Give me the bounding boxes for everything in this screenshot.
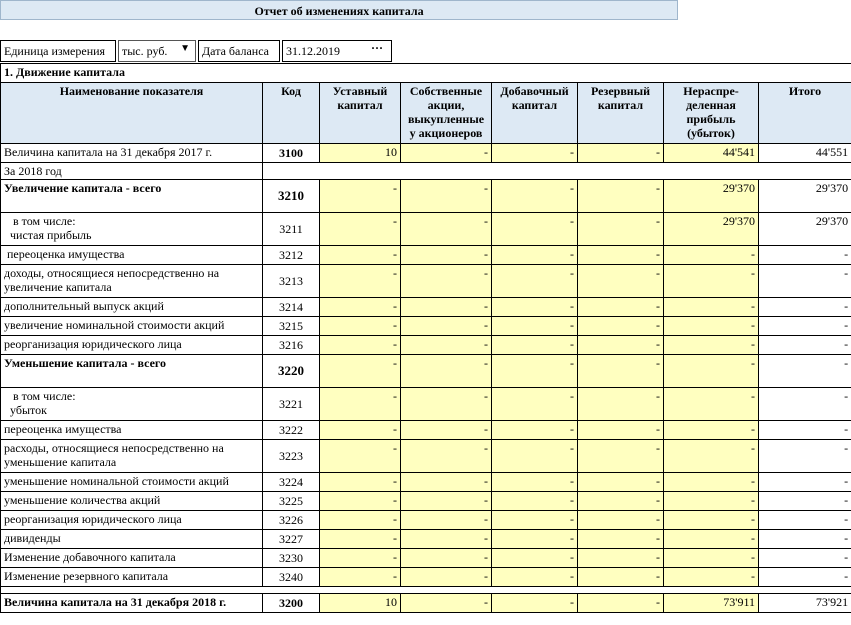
- value-input-cell[interactable]: -: [492, 530, 578, 549]
- row-name: в том числе: чистая прибыль: [1, 213, 263, 246]
- value-input-cell[interactable]: -: [664, 421, 759, 440]
- section-title: 1. Движение капитала: [1, 64, 851, 83]
- column-header: Добавочный капитал: [492, 83, 578, 144]
- value-input-cell[interactable]: -: [401, 298, 492, 317]
- row-name: Величина капитала на 31 декабря 2017 г.: [1, 144, 263, 163]
- value-input-cell[interactable]: -: [401, 317, 492, 336]
- total-cell: -: [759, 440, 851, 473]
- table-row: [1, 298, 851, 317]
- capital-table: [0, 63, 851, 613]
- total-cell: 44'551: [759, 144, 851, 163]
- value-input-cell[interactable]: -: [664, 549, 759, 568]
- table-row: [1, 213, 851, 246]
- unit-select-value: тыс. руб.: [122, 43, 168, 58]
- value-input-cell[interactable]: -: [492, 388, 578, 421]
- value-input-cell[interactable]: -: [492, 298, 578, 317]
- value-input-cell[interactable]: -: [492, 440, 578, 473]
- row-code: 3240: [263, 568, 320, 587]
- value-input-cell[interactable]: -: [492, 180, 578, 213]
- table-row: [1, 336, 851, 355]
- value-input-cell[interactable]: -: [664, 265, 759, 298]
- table-row: [1, 388, 851, 421]
- date-label: Дата баланса: [198, 40, 280, 62]
- section-title-row: [1, 64, 851, 83]
- value-input-cell[interactable]: -: [492, 492, 578, 511]
- value-input-cell[interactable]: -: [492, 594, 578, 613]
- parameters-row: [0, 40, 394, 62]
- value-input-cell[interactable]: -: [664, 530, 759, 549]
- value-input-cell[interactable]: -: [401, 265, 492, 298]
- value-input-cell[interactable]: -: [492, 144, 578, 163]
- value-input-cell[interactable]: -: [578, 355, 664, 388]
- table-row: [1, 568, 851, 587]
- row-name: Изменение резервного капитала: [1, 568, 263, 587]
- total-cell: -: [759, 530, 851, 549]
- value-input-cell[interactable]: -: [578, 594, 664, 613]
- value-input-cell[interactable]: -: [320, 298, 401, 317]
- value-input-cell[interactable]: -: [320, 473, 401, 492]
- value-input-cell[interactable]: -: [664, 355, 759, 388]
- value-input-cell[interactable]: -: [664, 473, 759, 492]
- table-row: [1, 421, 851, 440]
- row-name: дополнительный выпуск акций: [1, 298, 263, 317]
- value-input-cell[interactable]: -: [320, 317, 401, 336]
- row-code: 3227: [263, 530, 320, 549]
- value-input-cell[interactable]: -: [492, 549, 578, 568]
- value-input-cell[interactable]: -: [401, 549, 492, 568]
- value-input-cell[interactable]: 10: [320, 144, 401, 163]
- value-input-cell[interactable]: 29'370: [664, 180, 759, 213]
- table-row: [1, 594, 851, 613]
- value-input-cell[interactable]: -: [578, 568, 664, 587]
- table-row: [1, 317, 851, 336]
- value-input-cell[interactable]: -: [578, 388, 664, 421]
- value-input-cell[interactable]: -: [401, 180, 492, 213]
- report-title: Отчет об изменениях капитала: [0, 0, 678, 20]
- value-input-cell[interactable]: -: [492, 213, 578, 246]
- row-code: 3216: [263, 336, 320, 355]
- value-input-cell[interactable]: -: [664, 388, 759, 421]
- table-row: [1, 549, 851, 568]
- table-row: [1, 144, 851, 163]
- date-input[interactable]: [282, 40, 392, 62]
- table-row: [1, 163, 851, 180]
- header-row: [1, 83, 851, 144]
- value-input-cell[interactable]: -: [492, 511, 578, 530]
- table-row: [1, 265, 851, 298]
- value-input-cell[interactable]: -: [578, 144, 664, 163]
- chevron-down-icon: ▼: [180, 43, 190, 54]
- value-input-cell[interactable]: -: [578, 336, 664, 355]
- value-input-cell[interactable]: -: [492, 336, 578, 355]
- row-name: уменьшение количества акций: [1, 492, 263, 511]
- value-input-cell[interactable]: -: [401, 144, 492, 163]
- row-code: 3100: [263, 144, 320, 163]
- value-input-cell[interactable]: -: [578, 421, 664, 440]
- value-input-cell[interactable]: -: [320, 388, 401, 421]
- row-name: реорганизация юридического лица: [1, 336, 263, 355]
- period-empty: [263, 163, 851, 180]
- value-input-cell[interactable]: -: [320, 511, 401, 530]
- row-code: 3224: [263, 473, 320, 492]
- row-code: 3211: [263, 213, 320, 246]
- row-code: 3200: [263, 594, 320, 613]
- value-input-cell[interactable]: -: [320, 180, 401, 213]
- value-input-cell[interactable]: -: [320, 213, 401, 246]
- row-code: 3230: [263, 549, 320, 568]
- total-cell: -: [759, 473, 851, 492]
- value-input-cell[interactable]: -: [320, 355, 401, 388]
- value-input-cell[interactable]: -: [401, 213, 492, 246]
- row-name: расходы, относящиеся непосредственно на уменьшение капитала: [1, 440, 263, 473]
- value-input-cell[interactable]: -: [492, 246, 578, 265]
- total-cell: 29'370: [759, 180, 851, 213]
- row-code: 3226: [263, 511, 320, 530]
- row-code: 3225: [263, 492, 320, 511]
- total-cell: -: [759, 246, 851, 265]
- row-name: увеличение номинальной стоимости акций: [1, 317, 263, 336]
- column-header: Итого: [759, 83, 851, 144]
- column-header: Код: [263, 83, 320, 144]
- value-input-cell[interactable]: -: [578, 549, 664, 568]
- row-code: 3210: [263, 180, 320, 213]
- value-input-cell[interactable]: -: [664, 511, 759, 530]
- value-input-cell[interactable]: -: [320, 421, 401, 440]
- total-cell: -: [759, 298, 851, 317]
- value-input-cell[interactable]: -: [664, 246, 759, 265]
- table-row: [1, 530, 851, 549]
- value-input-cell[interactable]: -: [401, 511, 492, 530]
- value-input-cell[interactable]: 10: [320, 594, 401, 613]
- row-code: 3214: [263, 298, 320, 317]
- value-input-cell[interactable]: -: [401, 388, 492, 421]
- value-input-cell[interactable]: -: [320, 265, 401, 298]
- total-cell: -: [759, 568, 851, 587]
- value-input-cell[interactable]: -: [401, 473, 492, 492]
- row-code: 3223: [263, 440, 320, 473]
- row-code: 3213: [263, 265, 320, 298]
- value-input-cell[interactable]: -: [664, 317, 759, 336]
- spacer-row: [1, 587, 851, 594]
- total-cell: -: [759, 336, 851, 355]
- row-name: дивиденды: [1, 530, 263, 549]
- table-row: [1, 246, 851, 265]
- total-cell: -: [759, 549, 851, 568]
- column-header: Нераспре-деленная прибыль (убыток): [664, 83, 759, 144]
- row-name: переоценка имущества: [1, 246, 263, 265]
- row-code: 3222: [263, 421, 320, 440]
- table-row: [1, 180, 851, 213]
- value-input-cell[interactable]: -: [492, 473, 578, 492]
- value-input-cell[interactable]: -: [578, 213, 664, 246]
- value-input-cell[interactable]: -: [578, 317, 664, 336]
- value-input-cell[interactable]: -: [320, 440, 401, 473]
- row-name: Изменение добавочного капитала: [1, 549, 263, 568]
- column-header: Уставный капитал: [320, 83, 401, 144]
- total-cell: -: [759, 265, 851, 298]
- row-code: 3221: [263, 388, 320, 421]
- column-header: Собственные акции, выкупленные у акционеров: [401, 83, 492, 144]
- value-input-cell[interactable]: -: [401, 246, 492, 265]
- value-input-cell[interactable]: -: [578, 440, 664, 473]
- value-input-cell[interactable]: -: [578, 530, 664, 549]
- value-input-cell[interactable]: -: [664, 298, 759, 317]
- row-code: 3215: [263, 317, 320, 336]
- row-name: Уменьшение капитала - всего: [1, 355, 263, 388]
- date-picker-icon[interactable]: ···: [370, 41, 383, 55]
- value-input-cell[interactable]: 73'911: [664, 594, 759, 613]
- row-name: Величина капитала на 31 декабря 2018 г.: [1, 594, 263, 613]
- table-row: [1, 511, 851, 530]
- value-input-cell[interactable]: -: [401, 421, 492, 440]
- total-cell: -: [759, 421, 851, 440]
- value-input-cell[interactable]: -: [320, 336, 401, 355]
- value-input-cell[interactable]: 44'541: [664, 144, 759, 163]
- row-name: доходы, относящиеся непосредственно на увеличение капитала: [1, 265, 263, 298]
- value-input-cell[interactable]: -: [578, 246, 664, 265]
- row-code: 3212: [263, 246, 320, 265]
- value-input-cell[interactable]: -: [578, 473, 664, 492]
- table-row: [1, 492, 851, 511]
- value-input-cell[interactable]: -: [320, 492, 401, 511]
- value-input-cell[interactable]: -: [401, 492, 492, 511]
- table-row: [1, 440, 851, 473]
- value-input-cell[interactable]: -: [401, 568, 492, 587]
- value-input-cell[interactable]: -: [664, 492, 759, 511]
- total-cell: 73'921: [759, 594, 851, 613]
- value-input-cell[interactable]: -: [578, 511, 664, 530]
- value-input-cell[interactable]: -: [401, 594, 492, 613]
- total-cell: -: [759, 511, 851, 530]
- column-header: Резервный капитал: [578, 83, 664, 144]
- value-input-cell[interactable]: -: [492, 265, 578, 298]
- value-input-cell[interactable]: -: [320, 246, 401, 265]
- value-input-cell[interactable]: -: [401, 530, 492, 549]
- column-header: Наименование показателя: [1, 83, 263, 144]
- table-row: [1, 473, 851, 492]
- value-input-cell[interactable]: -: [401, 440, 492, 473]
- value-input-cell[interactable]: -: [320, 568, 401, 587]
- value-input-cell[interactable]: -: [320, 530, 401, 549]
- value-input-cell[interactable]: -: [664, 440, 759, 473]
- value-input-cell[interactable]: -: [492, 355, 578, 388]
- total-cell: -: [759, 355, 851, 388]
- value-input-cell[interactable]: -: [664, 568, 759, 587]
- value-input-cell[interactable]: -: [401, 355, 492, 388]
- value-input-cell[interactable]: -: [320, 549, 401, 568]
- value-input-cell[interactable]: -: [492, 421, 578, 440]
- value-input-cell[interactable]: -: [401, 336, 492, 355]
- value-input-cell[interactable]: -: [578, 265, 664, 298]
- date-input-value: 31.12.2019: [286, 43, 340, 58]
- total-cell: 29'370: [759, 213, 851, 246]
- row-name: в том числе: убыток: [1, 388, 263, 421]
- unit-select[interactable]: [118, 40, 196, 62]
- table-row: [1, 355, 851, 388]
- value-input-cell[interactable]: 29'370: [664, 213, 759, 246]
- row-name: Увеличение капитала - всего: [1, 180, 263, 213]
- value-input-cell[interactable]: -: [492, 317, 578, 336]
- value-input-cell[interactable]: -: [578, 180, 664, 213]
- period-label: За 2018 год: [1, 163, 263, 180]
- value-input-cell[interactable]: -: [492, 568, 578, 587]
- value-input-cell[interactable]: -: [578, 492, 664, 511]
- total-cell: -: [759, 388, 851, 421]
- value-input-cell[interactable]: -: [578, 298, 664, 317]
- row-name: уменьшение номинальной стоимости акций: [1, 473, 263, 492]
- spacer-cell: [1, 587, 851, 594]
- total-cell: -: [759, 492, 851, 511]
- row-name: реорганизация юридического лица: [1, 511, 263, 530]
- row-code: 3220: [263, 355, 320, 388]
- total-cell: -: [759, 317, 851, 336]
- row-name: переоценка имущества: [1, 421, 263, 440]
- unit-label: Единица измерения: [0, 40, 116, 62]
- value-input-cell[interactable]: -: [664, 336, 759, 355]
